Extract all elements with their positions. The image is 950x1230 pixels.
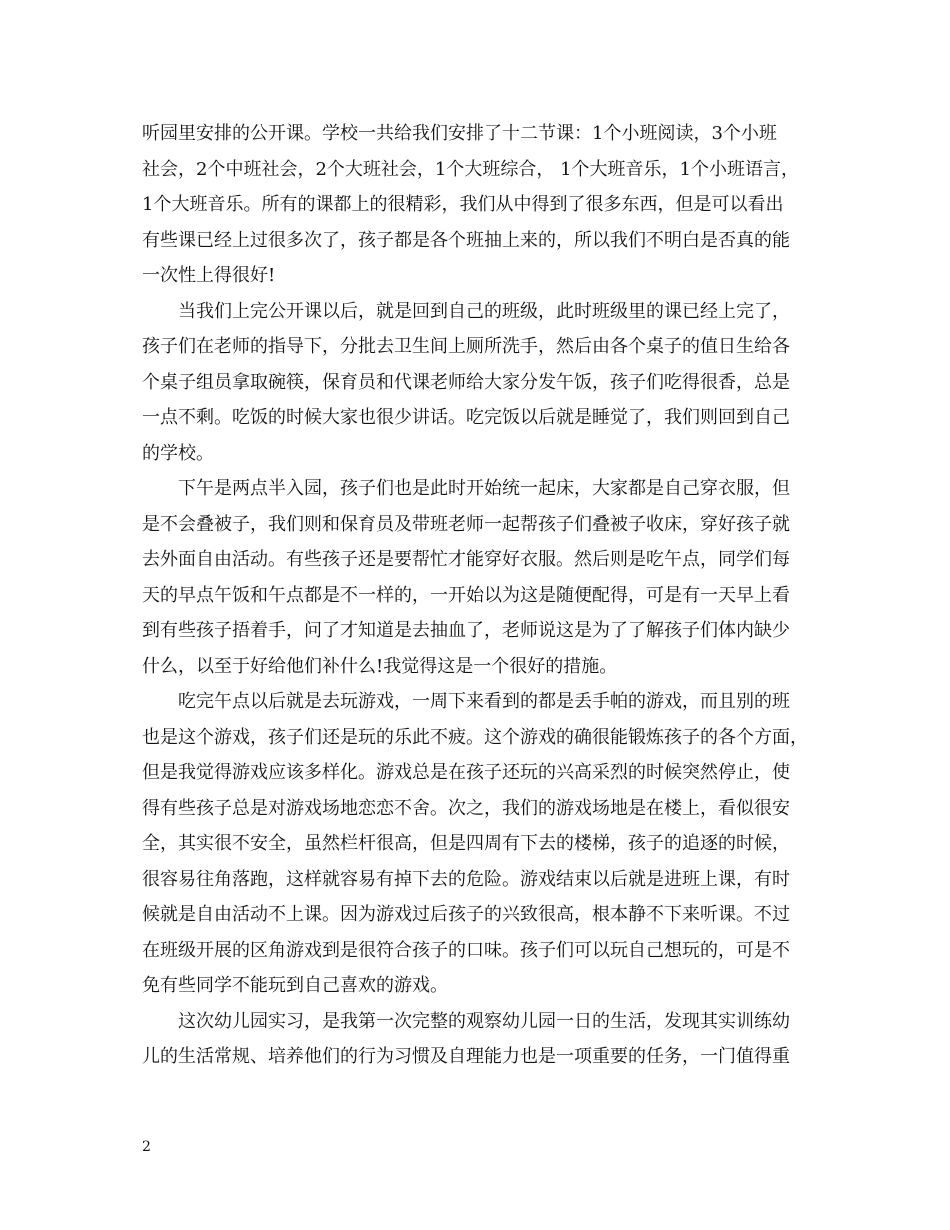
text-line: 下午是两点半入园，孩子们也是此时开始统一起床，大家都是自己穿衣服，但 xyxy=(178,478,790,499)
paragraph-2 xyxy=(142,294,814,472)
text-line: 吃完午点以后就是去玩游戏，一周下来看到的都是丢手帕的游戏，而且别的班 xyxy=(178,691,790,712)
text-line: 一次性上得很好! xyxy=(142,265,276,286)
text-line: 免有些同学不能玩到自己喜欢的游戏。 xyxy=(142,975,448,996)
text-line: 但是我觉得游戏应该多样化。游戏总是在孩子还玩的兴高采烈的时候突然停止，使 xyxy=(142,762,790,783)
text-line: 全，其实很不安全，虽然栏杆很高，但是四周有下去的楼梯，孩子的追逐的时候， xyxy=(142,833,790,854)
text-line: 这次幼儿园实习，是我第一次完整的观察幼儿园一日的生活，发现其实训练幼 xyxy=(178,1010,790,1032)
document-body xyxy=(142,116,814,1075)
text-line: 1个大班音乐。所有的课都上的很精彩，我们从中得到了很多东西，但是可以看出 xyxy=(142,194,784,215)
text-line: 天的早点午饭和午点都是不一样的，一开始以为这是随便配得，可是有一天早上看 xyxy=(142,584,790,606)
text-line: 儿的生活常规、培养他们的行为习惯及自理能力也是一项重要的任务，一门值得重 xyxy=(142,1046,790,1067)
text-line: 得有些孩子总是对游戏场地恋恋不舍。次之，我们的游戏场地是在楼上，看似很安 xyxy=(142,797,790,819)
text-line: 孩子们在老师的指导下，分批去卫生间上厕所洗手，然后由各个桌子的值日生给各 xyxy=(142,336,790,357)
text-line: 社会，2个中班社会，2个大班社会，1个大班综合， 1个大班音乐，1个小班语言， xyxy=(142,158,799,180)
paragraph-1 xyxy=(142,116,814,294)
text-line: 有些课已经上过很多次了，孩子都是各个班抽上来的，所以我们不明白是否真的能 xyxy=(142,229,790,251)
paragraph-4 xyxy=(142,684,814,1004)
text-line: 什么，以至于好给他们补什么!我觉得这是一个很好的措施。 xyxy=(142,655,618,677)
text-line: 一点不剩。吃饭的时候大家也很少讲话。吃完饭以后就是睡觉了，我们则回到自己 xyxy=(142,407,790,428)
text-line: 的学校。 xyxy=(142,442,214,464)
text-line: 听园里安排的公开课。学校一共给我们安排了十二节课：1个小班阅读，3个小班 xyxy=(142,123,777,144)
text-line: 去外面自由活动。有些孩子还是要帮忙才能穿好衣服。然后则是吃午点，同学们每 xyxy=(142,549,790,570)
page-number: 2 xyxy=(142,1139,151,1155)
text-line: 在班级开展的区角游戏到是很符合孩子的口味。孩子们可以玩自己想玩的，可是不 xyxy=(142,939,790,961)
text-line: 候就是自由活动不上课。因为游戏过后孩子的兴致很高，根本静不下来听课。不过 xyxy=(142,904,790,925)
text-line: 个桌子组员拿取碗筷，保育员和代课老师给大家分发午饭，孩子们吃得很香，总是 xyxy=(142,371,790,393)
text-line: 到有些孩子捂着手，问了才知道是去抽血了，老师说这是为了了解孩子们体内缺少 xyxy=(142,620,790,641)
paragraph-5 xyxy=(142,1004,814,1075)
text-line: 也是这个游戏，孩子们还是玩的乐此不疲。这个游戏的确很能锻炼孩子的各个方面， xyxy=(142,726,808,748)
paragraph-3 xyxy=(142,471,814,684)
text-line: 是不会叠被子，我们则和保育员及带班老师一起帮孩子们叠被子收床，穿好孩子就 xyxy=(142,513,790,535)
text-line: 很容易往角落跑，这样就容易有掉下去的危险。游戏结束以后就是进班上课，有时 xyxy=(142,868,790,890)
text-line: 当我们上完公开课以后，就是回到自己的班级，此时班级里的课已经上完了， xyxy=(178,300,790,322)
